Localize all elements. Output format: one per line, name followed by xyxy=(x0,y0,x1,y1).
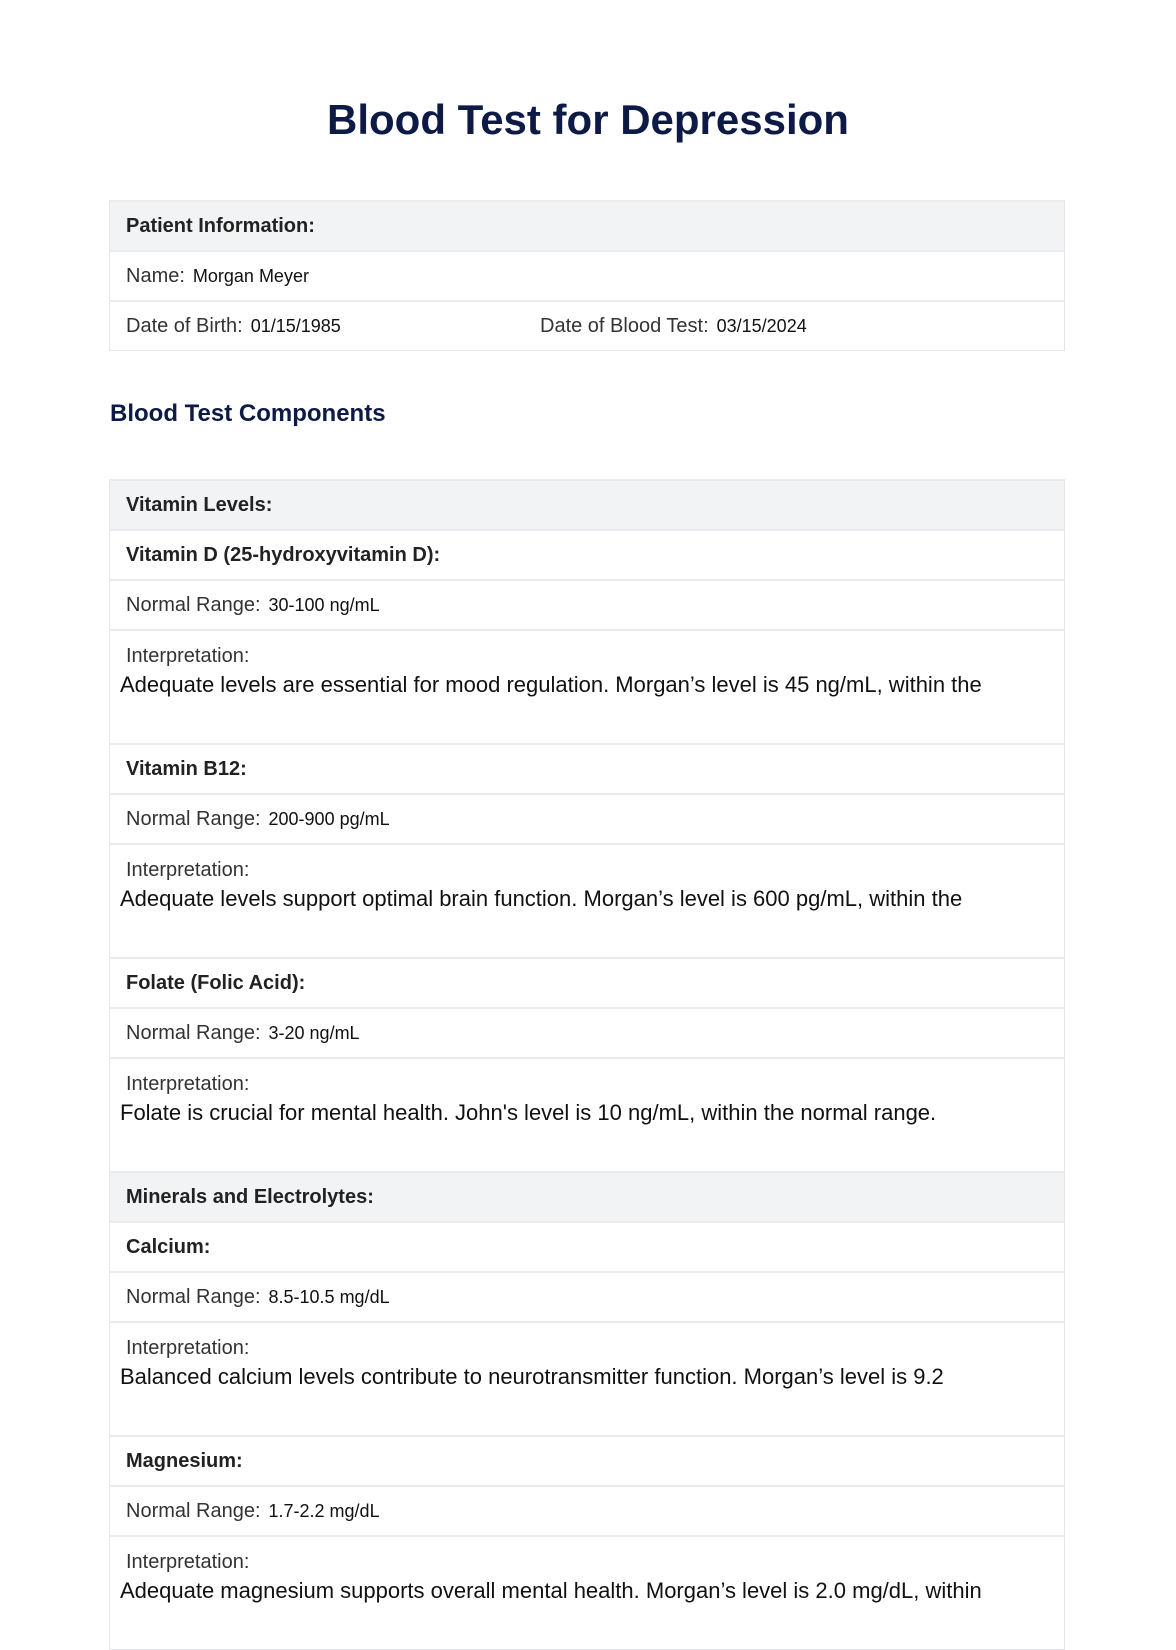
patient-info-table xyxy=(109,200,1065,351)
normal-range-value: 1.7-2.2 mg/dL xyxy=(268,1500,380,1521)
test-name: Magnesium: xyxy=(110,1436,1065,1486)
test-name: Vitamin D (25-hydroxyvitamin D): xyxy=(110,530,1065,580)
normal-range-value: 3-20 ng/mL xyxy=(268,1022,360,1043)
interpretation-label: Interpretation: xyxy=(126,1551,250,1573)
normal-range-label: Normal Range: xyxy=(126,1285,261,1308)
section-title: Blood Test Components xyxy=(110,400,386,427)
patient-name: Morgan Meyer xyxy=(192,265,309,286)
dob-value: 01/15/1985 xyxy=(250,315,341,336)
interpretation-label: Interpretation: xyxy=(126,1073,250,1095)
page-title: Blood Test for Depression xyxy=(327,96,849,143)
name-label: Name: xyxy=(126,264,185,287)
interpretation-text: Adequate levels are essential for mood regulation. Morgan’s level is 45 ng/mL, within the xyxy=(120,672,982,697)
interpretation-text: Folate is crucial for mental health. John's level is 10 ng/mL, within the normal range. xyxy=(120,1100,937,1125)
interpretation-text: Adequate levels support optimal brain function. Morgan’s level is 600 pg/mL, within the xyxy=(120,886,963,911)
interpretation-text: Adequate magnesium supports overall mental health. Morgan’s level is 2.0 mg/dL, within xyxy=(120,1578,982,1603)
test-name: Folate (Folic Acid): xyxy=(110,958,1065,1008)
patient-info-header: Patient Information: xyxy=(110,201,1065,251)
normal-range-label: Normal Range: xyxy=(126,1021,261,1044)
group-header: Vitamin Levels: xyxy=(110,480,1065,530)
normal-range-label: Normal Range: xyxy=(126,593,261,616)
interpretation-label: Interpretation: xyxy=(126,1337,250,1359)
normal-range-label: Normal Range: xyxy=(126,807,261,830)
interpretation-text: Balanced calcium levels contribute to neurotransmitter function. Morgan’s level is 9.2 xyxy=(120,1364,944,1389)
normal-range-label: Normal Range: xyxy=(126,1499,261,1522)
test-date-value: 03/15/2024 xyxy=(716,315,807,336)
normal-range-value: 200-900 pg/mL xyxy=(268,808,390,829)
test-name: Calcium: xyxy=(110,1222,1065,1272)
components-table xyxy=(109,479,1065,1650)
group-header: Minerals and Electrolytes: xyxy=(110,1172,1065,1222)
test-date-label: Date of Blood Test: xyxy=(540,314,709,337)
interpretation-label: Interpretation: xyxy=(126,859,250,881)
test-name: Vitamin B12: xyxy=(110,744,1065,794)
normal-range-value: 8.5-10.5 mg/dL xyxy=(268,1286,390,1307)
dob-label: Date of Birth: xyxy=(126,314,243,337)
normal-range-value: 30-100 ng/mL xyxy=(268,594,380,615)
interpretation-label: Interpretation: xyxy=(126,645,250,667)
